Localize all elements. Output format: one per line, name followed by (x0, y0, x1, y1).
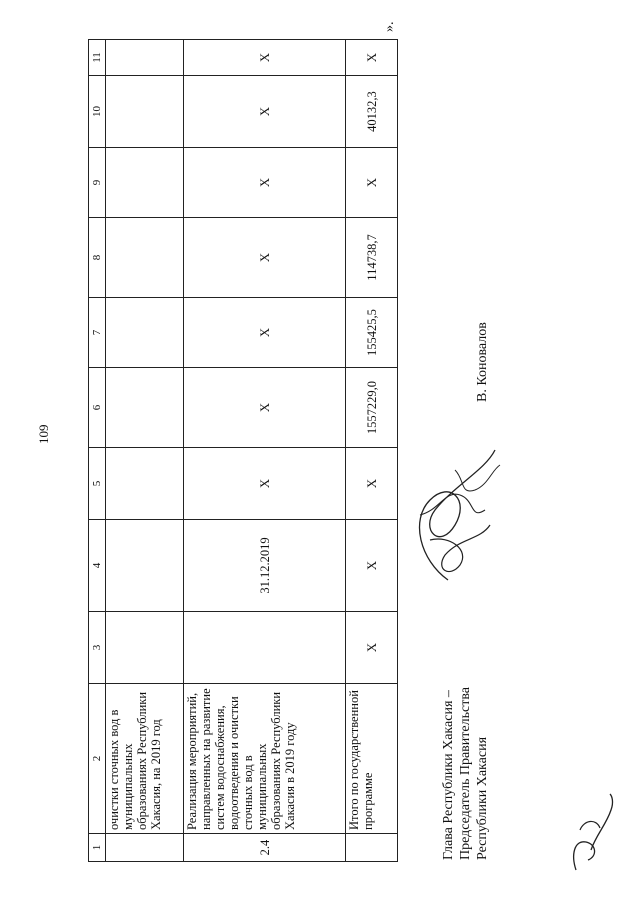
x-mark-cell: Х (346, 448, 398, 520)
x-mark-cell: Х (184, 298, 346, 368)
total-amount-cell: 155425,5 (346, 298, 398, 368)
initials-mark-icon (566, 790, 621, 880)
handwritten-signature-icon (400, 440, 510, 590)
total-amount-cell: 1557229,0 (346, 368, 398, 448)
total-label-cell: Итого по государственной программе (346, 684, 398, 834)
signatory-title (440, 660, 491, 860)
header-cell: 7 (89, 298, 106, 368)
x-mark-cell: Х (184, 218, 346, 298)
data-cell (106, 148, 184, 218)
x-mark-cell: Х (346, 520, 398, 612)
data-cell (106, 218, 184, 298)
row-number-cell (106, 834, 184, 862)
data-cell (106, 520, 184, 612)
header-cell: 2 (89, 684, 106, 834)
table-header-row (89, 40, 106, 862)
header-cell: 10 (89, 76, 106, 148)
closing-quote: ». (382, 21, 397, 32)
total-amount-cell: 40132,3 (346, 76, 398, 148)
x-mark-cell: Х (346, 148, 398, 218)
row-number-cell: 2.4 (184, 834, 346, 862)
row-number-cell (346, 834, 398, 862)
data-cell (106, 448, 184, 520)
x-mark-cell: Х (184, 448, 346, 520)
table-row (106, 40, 184, 862)
description-cell: Реализация мероприятий, направленных на развитие систем водоснабжения, водоотведения и очистки сточных вод в муниципальных образованиях Республики Хакасия в 2019 году (184, 684, 346, 834)
x-mark-cell: Х (346, 40, 398, 76)
signatory-title-line: Глава Республики Хакасия – (441, 690, 456, 860)
data-cell (184, 612, 346, 684)
budget-table-container (88, 40, 386, 862)
header-cell: 5 (89, 448, 106, 520)
data-cell (106, 368, 184, 448)
signatory-title-line: Республики Хакасия (475, 736, 490, 860)
header-cell: 6 (89, 368, 106, 448)
date-cell: 31.12.2019 (184, 520, 346, 612)
header-cell: 8 (89, 218, 106, 298)
table-total-row (346, 40, 398, 862)
header-cell: 3 (89, 612, 106, 684)
page-number: 109 (36, 424, 51, 444)
data-cell (106, 76, 184, 148)
x-mark-cell: Х (346, 612, 398, 684)
description-cell: очистки сточных вод в муниципальных образованиях Республики Хакасия, на 2019 год (106, 684, 184, 834)
data-cell (106, 40, 184, 76)
x-mark-cell: Х (184, 76, 346, 148)
header-cell: 1 (89, 834, 106, 862)
total-amount-cell: 114738,7 (346, 218, 398, 298)
header-cell: 9 (89, 148, 106, 218)
header-cell: 11 (89, 40, 106, 76)
table-row (184, 40, 346, 862)
x-mark-cell: Х (184, 368, 346, 448)
budget-table (88, 39, 398, 862)
data-cell (106, 298, 184, 368)
x-mark-cell: Х (184, 148, 346, 218)
header-cell: 4 (89, 520, 106, 612)
data-cell (106, 612, 184, 684)
x-mark-cell: Х (184, 40, 346, 76)
signatory-name: В. Коновалов (475, 322, 490, 402)
signatory-title-line: Председатель Правительства (458, 687, 473, 860)
